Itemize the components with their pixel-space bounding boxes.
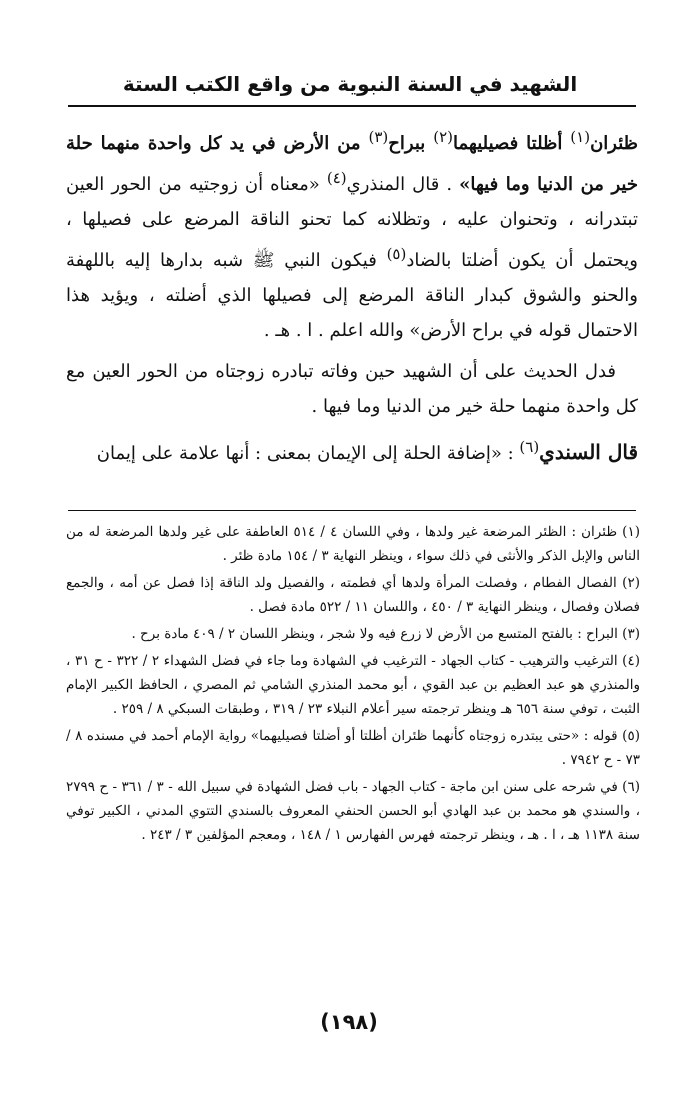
sindi-quote: : «إضافة الحلة إلى الإيمان بمعنى : أنها علامة على إيمان [96,443,520,464]
footnotes-section [66,520,640,850]
footnote-ref-3[interactable]: (٣) [368,128,389,146]
mundhiri-intro: . قال المنذري [346,174,460,195]
footnote-5: (٥) قوله : «حتى يبتدره زوجتاه كأنهما ظئران أظلتا أو أضلتا فصيليهما» رواية الإمام أحمد في مسنده ٨ / ٧٣ - ح ٧٩٤٢ . [66,728,640,768]
footnote-separator [68,510,636,511]
footnote-4: (٤) الترغيب والترهيب - كتاب الجهاد - الترغيب في الشهادة وما جاء في فضل الشهداء ٢ / ٣٢٢ - ح ٣١ ، والمنذري هو عبد العظيم بن عبد القوي ، أبو محمد المنذري الشامي ثم المصري ، الحافظ الكبير الإمام الثبت ، توفي سنة ٦٥٦ هـ وينظر ترجمته سير أعلام النبلاء ٢٣ / ٣١٩ ، وطبقات السبكي ٨ / ٢٥٩ . [66,653,640,717]
footnote-2: (٢) الفصال الفطام ، وفصلت المرأة ولدها أي فطمته ، والفصيل ولد الناقة إذا فصل عن أمه ، والجمع فصلان وفصال ، وينظر النهاية ٣ / ٤٥٠ ، واللسان ١١ / ٥٢٢ مادة فصل . [66,575,640,615]
footnote-ref-2[interactable]: (٢) [433,128,453,146]
hadith-text-2: أظلتا فصيليهما [453,133,571,154]
footnote-ref-5[interactable]: (٥) [386,245,407,263]
main-text [66,120,638,471]
footnote-ref-4[interactable]: (٤) [326,169,347,187]
header-rule [68,105,636,107]
page-number: (١٩٨) [320,1010,378,1034]
running-head-title: الشهيد في السنة النبوية من واقع الكتب الستة [122,72,578,96]
hadith-text-4: من الأرض في يد كل واحدة منهما حلة خير من الدنيا وما فيها» [66,133,638,195]
narration-paragraph: فدل الحديث على أن الشهيد حين وفاته تبادره زوجتاه من الحور العين مع كل واحدة منهما حلة خير من الدنيا وما فيها . [66,361,638,417]
footnote-ref-1[interactable]: (١) [570,128,591,146]
footnote-6: (٦) في شرحه على سنن ابن ماجة - كتاب الجهاد - باب فضل الشهادة في سبيل الله - ٣ / ٣٦١ - ح ٢٧٩٩ ، والسندي هو محمد بن عبد الهادي أبو الحسن الحنفي المعروف بالسندي التتوي المدني ، الكبير توفي سنة ١١٣٨ هـ ، ا . هـ ، وينظر ترجمته فهرس الفهارس ١ / ١٤٨ ، ومعجم المؤلفين ٣ / ٢٤٣ . [66,779,640,843]
hadith-text-3: ببراح [388,133,434,154]
hadith-text-1: ظئران [590,133,638,154]
footnote-ref-6[interactable]: (٦) [519,438,540,456]
mundhiri-quote-1: «معناه أن زوجتيه من الحور العين تبتدرانه ، وتحنوان عليه ، وتظلانه كما تحنو الناقة المرضع على فصيلها ، ويحتمل أن يكون أضلتا بالضاد [66,174,638,271]
hadith-paragraph [66,120,638,348]
sindi-speaker: قال السندي [539,440,638,464]
sindi-paragraph [66,430,638,471]
footnote-3: (٣) البراح : بالفتح المتسع من الأرض لا زرع فيه ولا شجر ، وينظر اللسان ٢ / ٤٠٩ مادة برح . [131,626,640,642]
mundhiri-quote-2: فيكون النبي ﷺ شبه بدارها إليه باللهفة والحنو والشوق كبدار الناقة المرضع إلى فصيلها الذي أضلته ، ويؤيد هذا الاحتمال قوله في براح الأرض» والله اعلم . ا . هـ . [66,250,638,341]
footnote-1: (١) ظئران : الظئر المرضعة غير ولدها ، وفي اللسان ٤ / ٥١٤ العاطفة على غير ولدها المرضعة له من الناس والإبل الذكر والأنثى في ذلك سواء ، وينظر النهاية ٣ / ١٥٤ مادة ظئر . [66,524,640,564]
